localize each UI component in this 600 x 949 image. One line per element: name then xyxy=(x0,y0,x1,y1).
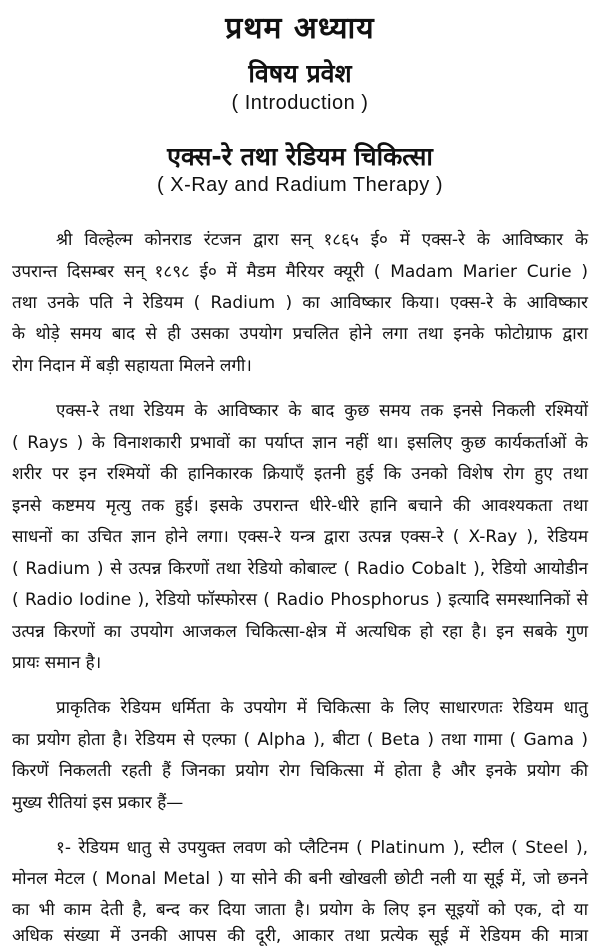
paragraph-line: तथा उनके पति ने रेडियम ( Radium ) का आविष्कार किया। एक्स-रे के आविष्कार xyxy=(12,293,588,313)
paragraph-line: मुख्य रीतियां इस प्रकार हैं— xyxy=(12,793,184,813)
paragraph-line: रोग निदान में बड़ी सहायता मिलने लगी। xyxy=(12,356,252,376)
paragraph-line: किरणें निकलती रहती हैं जिनका प्रयोग रोग चिकित्सा में होता है और इनके प्रयोग की xyxy=(12,761,588,781)
paragraph-line: इनसे कष्टमय मृत्यु तक हुई। इसके उपरान्त धीरे-धीरे हानि बचाने की आवश्यकता तथा xyxy=(12,496,588,516)
section-title: विषय प्रवेश xyxy=(248,59,352,88)
paragraph-line: उत्पन्न किरणों का उपयोग आजकल चिकित्सा-क्षेत्र में अत्यधिक हो रहा है। इन सबके गुण xyxy=(12,622,588,642)
chapter-title: प्रथम अध्याय xyxy=(225,11,375,46)
topic-title: एक्स-रे तथा रेडियम चिकित्सा xyxy=(167,142,433,171)
paragraph-line: उपरान्त दिसम्बर सन् १८९८ ई० में मैडम मैरियर क्यूरी ( Madam Marier Curie ) xyxy=(12,262,588,282)
paragraph-line: का प्रयोग होता है। रेडियम से एल्फा ( Alpha ), बीटा ( Beta ) तथा गामा ( Gama ) xyxy=(12,730,588,750)
paragraph-line: ( Radium ) से उत्पन्न किरणों तथा रेडियो कोबाल्ट ( Radio Cobalt ), रेडियो आयोडीन xyxy=(12,559,588,579)
paragraph-line: प्राकृतिक रेडियम धर्मिता के उपयोग में चिकित्सा के लिए साधारणतः रेडियम धातु xyxy=(56,698,588,718)
paragraph-line: श्री विल्हेल्म कोनराड रंटजन द्वारा सन् १८६५ ई० में एक्स-रे के आविष्कार के xyxy=(56,230,588,250)
paragraph-line: एक्स-रे तथा रेडियम के आविष्कार के बाद कुछ समय तक इनसे निकली रश्मियों xyxy=(56,401,588,421)
topic-subtitle: ( X-Ray and Radium Therapy ) xyxy=(157,174,443,196)
paragraph-line: साधनों का उचित ज्ञान होने लगा। एक्स-रे यन्त्र द्वारा उत्पन्न एक्स-रे ( X-Ray ), रेडियम xyxy=(12,527,588,547)
paragraph-line: प्रायः समान है। xyxy=(12,653,102,673)
paragraph-line: अधिक संख्या में उनकी आपस की दूरी, आकार तथा प्रत्येक सूई में रेडियम की मात्रा xyxy=(12,926,588,946)
paragraph-line: ( Rays ) के विनाशकारी प्रभावों का पर्याप्त ज्ञान नहीं था। इसलिए कुछ कार्यकर्ताओं के xyxy=(12,433,588,453)
paragraph-line: का भी काम देती है, बन्द कर दिया जाता है। प्रयोग के लिए इन सूइयों को एक, दो या xyxy=(12,900,588,920)
paragraph-line: मोनल मेटल ( Monal Metal ) या सोने की बनी खोखली छोटी नली या सूई में, जो छनने xyxy=(12,869,588,889)
paragraph-line: ( Radio Iodine ), रेडियो फॉस्फोरस ( Radio Phosphorus ) इत्यादि समस्थानिकों से xyxy=(12,590,588,610)
paragraph-line: के थोड़े समय बाद से ही उसका उपयोग प्रचलित होने लगा तथा इनके फोटोग्राफ द्वारा xyxy=(12,324,588,344)
paragraph-line: शरीर पर इन रश्मियों की हानिकारक क्रियाएँ इतनी हुई कि उनको विशेष रोग हुए तथा xyxy=(12,464,588,484)
paragraph-line: १- रेडियम धातु से उपयुक्त लवण को प्लैटिनम ( Platinum ), स्टील ( Steel ), xyxy=(56,838,588,858)
section-subtitle: ( Introduction ) xyxy=(231,92,369,114)
